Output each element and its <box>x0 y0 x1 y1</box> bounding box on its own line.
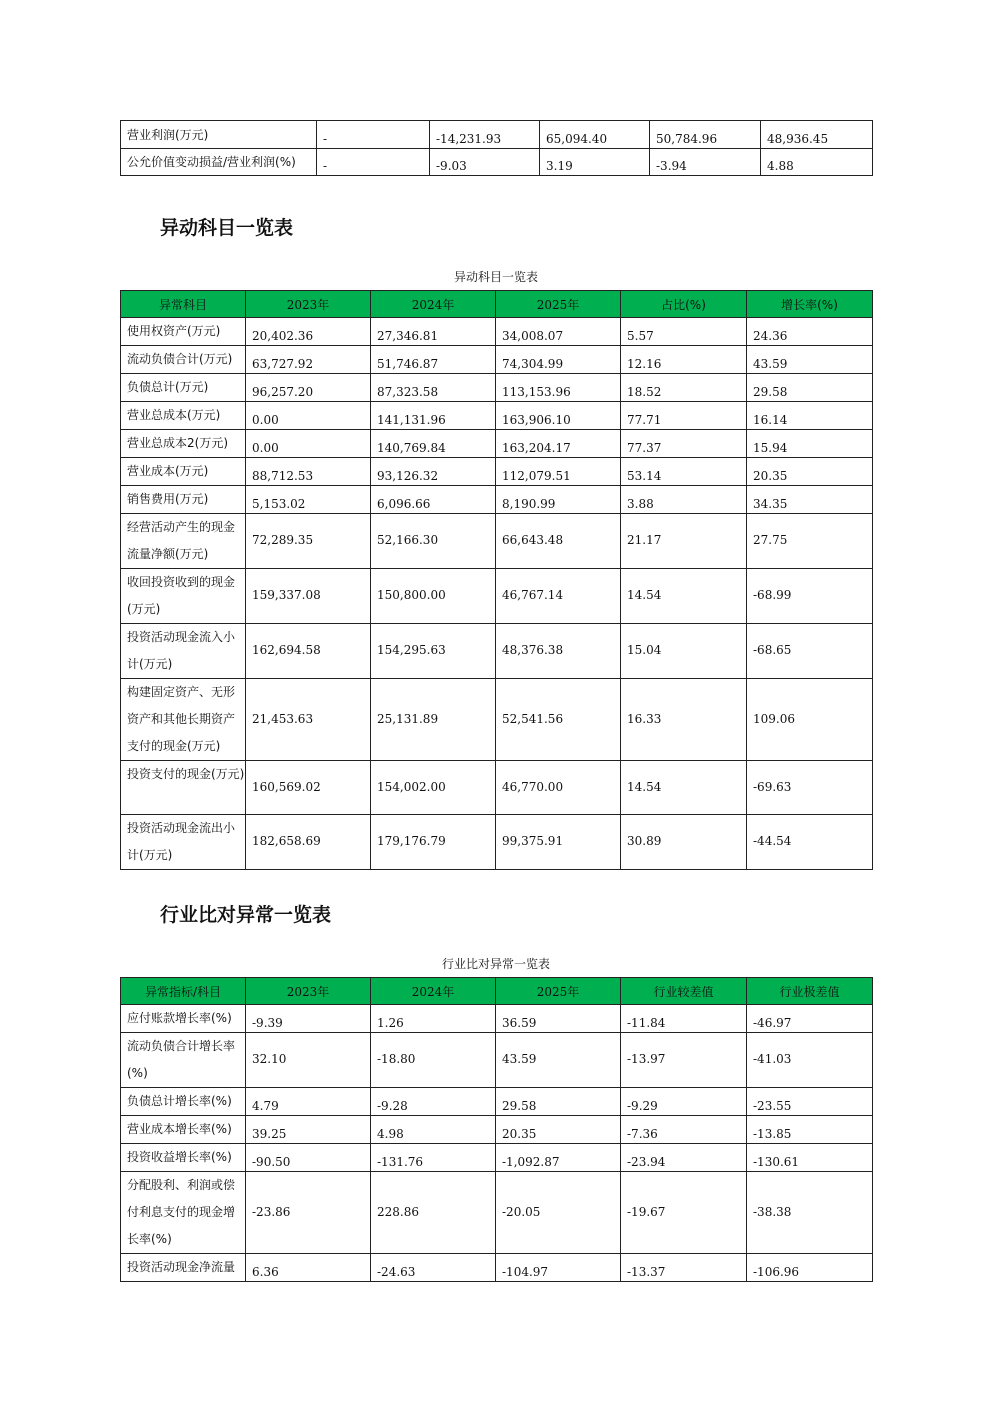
table-row <box>121 486 873 514</box>
cell: 43.59 <box>496 1033 621 1088</box>
cell: 15.04 <box>621 624 747 679</box>
cell: 52,541.56 <box>496 679 621 761</box>
row-label: 营业利润(万元) <box>121 121 317 149</box>
column-header: 行业极差值 <box>747 978 873 1005</box>
cell: 3.19 <box>540 149 650 176</box>
top-partial-table <box>120 120 873 176</box>
cell: 88,712.53 <box>246 458 371 486</box>
row-label: 营业成本增长率(%) <box>121 1116 246 1144</box>
cell: -13.85 <box>747 1116 873 1144</box>
header-row <box>121 291 873 318</box>
cell: -18.80 <box>371 1033 496 1088</box>
row-label: 投资活动现金流出小计(万元) <box>121 815 246 870</box>
cell: 77.71 <box>621 402 747 430</box>
cell: -3.94 <box>650 149 761 176</box>
industry-comparison-table <box>120 977 873 1282</box>
cell: 113,153.96 <box>496 374 621 402</box>
table-row <box>121 1033 873 1088</box>
cell: 16.14 <box>747 402 873 430</box>
table-row <box>121 121 873 149</box>
cell: 14.54 <box>621 761 747 815</box>
row-label: 投资收益增长率(%) <box>121 1144 246 1172</box>
table-row <box>121 1088 873 1116</box>
cell: -106.96 <box>747 1254 873 1282</box>
table-row <box>121 1254 873 1282</box>
table-row <box>121 402 873 430</box>
cell: -38.38 <box>747 1172 873 1254</box>
cell: 15.94 <box>747 430 873 458</box>
cell: 3.88 <box>621 486 747 514</box>
cell: 93,126.32 <box>371 458 496 486</box>
cell: 34.35 <box>747 486 873 514</box>
table-row <box>121 430 873 458</box>
cell: 21,453.63 <box>246 679 371 761</box>
cell: -41.03 <box>747 1033 873 1088</box>
cell: 4.88 <box>761 149 873 176</box>
cell: 160,569.02 <box>246 761 371 815</box>
row-label: 投资活动现金净流量 <box>121 1254 246 1282</box>
cell: 112,079.51 <box>496 458 621 486</box>
cell: 99,375.91 <box>496 815 621 870</box>
table-row <box>121 346 873 374</box>
cell: 0.00 <box>246 402 371 430</box>
cell: -13.97 <box>621 1033 747 1088</box>
cell: -46.97 <box>747 1005 873 1033</box>
cell: 228.86 <box>371 1172 496 1254</box>
cell: 65,094.40 <box>540 121 650 149</box>
table-row <box>121 514 873 569</box>
row-label: 构建固定资产、无形资产和其他长期资产支付的现金(万元) <box>121 679 246 761</box>
row-label: 营业总成本(万元) <box>121 402 246 430</box>
cell: 66,643.48 <box>496 514 621 569</box>
column-header: 异常指标/科目 <box>121 978 246 1005</box>
cell: 51,746.87 <box>371 346 496 374</box>
column-header: 2025年 <box>496 291 621 318</box>
cell: 163,204.17 <box>496 430 621 458</box>
table-row <box>121 1172 873 1254</box>
cell: - <box>317 149 430 176</box>
cell: -1,092.87 <box>496 1144 621 1172</box>
column-header: 2024年 <box>371 291 496 318</box>
cell: 74,304.99 <box>496 346 621 374</box>
cell: 6.36 <box>246 1254 371 1282</box>
cell: -68.99 <box>747 569 873 624</box>
cell: -130.61 <box>747 1144 873 1172</box>
table-row <box>121 815 873 870</box>
row-label: 负债总计增长率(%) <box>121 1088 246 1116</box>
cell: 77.37 <box>621 430 747 458</box>
cell: 27.75 <box>747 514 873 569</box>
cell: 141,131.96 <box>371 402 496 430</box>
cell: 179,176.79 <box>371 815 496 870</box>
cell: -9.03 <box>430 149 540 176</box>
row-label: 投资支付的现金(万元) <box>121 761 246 815</box>
cell: 48,376.38 <box>496 624 621 679</box>
cell: 24.36 <box>747 318 873 346</box>
cell: -90.50 <box>246 1144 371 1172</box>
row-label: 使用权资产(万元) <box>121 318 246 346</box>
cell: 20.35 <box>747 458 873 486</box>
cell: -23.55 <box>747 1088 873 1116</box>
cell: 72,289.35 <box>246 514 371 569</box>
table-row <box>121 679 873 761</box>
cell: 43.59 <box>747 346 873 374</box>
cell: 12.16 <box>621 346 747 374</box>
cell: 87,323.58 <box>371 374 496 402</box>
cell: 16.33 <box>621 679 747 761</box>
cell: 53.14 <box>621 458 747 486</box>
table-row <box>121 624 873 679</box>
table-row <box>121 1005 873 1033</box>
cell: 154,295.63 <box>371 624 496 679</box>
cell: 162,694.58 <box>246 624 371 679</box>
column-header: 2025年 <box>496 978 621 1005</box>
section-heading-industry-comparison: 行业比对异常一览表 <box>160 904 332 926</box>
cell: 63,727.92 <box>246 346 371 374</box>
table-row <box>121 1116 873 1144</box>
cell: 29.58 <box>496 1088 621 1116</box>
cell: 182,658.69 <box>246 815 371 870</box>
table-row <box>121 149 873 176</box>
cell: -11.84 <box>621 1005 747 1033</box>
row-label: 分配股利、利润或偿付利息支付的现金增长率(%) <box>121 1172 246 1254</box>
cell: 18.52 <box>621 374 747 402</box>
table-row <box>121 318 873 346</box>
cell: 20.35 <box>496 1116 621 1144</box>
column-header: 增长率(%) <box>747 291 873 318</box>
cell: 5,153.02 <box>246 486 371 514</box>
cell: 46,770.00 <box>496 761 621 815</box>
table-caption: 行业比对异常一览表 <box>441 957 550 971</box>
column-header: 行业较差值 <box>621 978 747 1005</box>
cell: -68.65 <box>747 624 873 679</box>
row-label: 投资活动现金流入小计(万元) <box>121 624 246 679</box>
cell: -23.86 <box>246 1172 371 1254</box>
cell: -44.54 <box>747 815 873 870</box>
cell: -9.29 <box>621 1088 747 1116</box>
cell: 159,337.08 <box>246 569 371 624</box>
cell: 1.26 <box>371 1005 496 1033</box>
section-heading-anomaly-items: 异动科目一览表 <box>160 217 294 239</box>
table-row <box>121 374 873 402</box>
cell: 36.59 <box>496 1005 621 1033</box>
cell: - <box>317 121 430 149</box>
cell: 39.25 <box>246 1116 371 1144</box>
cell: 50,784.96 <box>650 121 761 149</box>
row-label: 销售费用(万元) <box>121 486 246 514</box>
cell: -20.05 <box>496 1172 621 1254</box>
cell: 25,131.89 <box>371 679 496 761</box>
column-header: 异常科目 <box>121 291 246 318</box>
cell: 20,402.36 <box>246 318 371 346</box>
cell: 5.57 <box>621 318 747 346</box>
cell: 29.58 <box>747 374 873 402</box>
cell: 140,769.84 <box>371 430 496 458</box>
cell: -19.67 <box>621 1172 747 1254</box>
column-header: 2023年 <box>246 291 371 318</box>
row-label: 应付账款增长率(%) <box>121 1005 246 1033</box>
cell: -104.97 <box>496 1254 621 1282</box>
cell: 30.89 <box>621 815 747 870</box>
cell: 163,906.10 <box>496 402 621 430</box>
cell: -7.36 <box>621 1116 747 1144</box>
cell: -9.39 <box>246 1005 371 1033</box>
cell: -131.76 <box>371 1144 496 1172</box>
anomaly-items-table <box>120 290 873 870</box>
table-caption: 异动科目一览表 <box>453 270 538 284</box>
cell: 4.79 <box>246 1088 371 1116</box>
cell: -69.63 <box>747 761 873 815</box>
row-label: 流动负债合计(万元) <box>121 346 246 374</box>
table-row <box>121 761 873 815</box>
row-label: 营业总成本2(万元) <box>121 430 246 458</box>
row-label: 负债总计(万元) <box>121 374 246 402</box>
cell: -23.94 <box>621 1144 747 1172</box>
row-label: 营业成本(万元) <box>121 458 246 486</box>
cell: 21.17 <box>621 514 747 569</box>
table-row <box>121 569 873 624</box>
cell: 48,936.45 <box>761 121 873 149</box>
cell: 150,800.00 <box>371 569 496 624</box>
cell: 154,002.00 <box>371 761 496 815</box>
cell: 4.98 <box>371 1116 496 1144</box>
cell: 0.00 <box>246 430 371 458</box>
cell: 34,008.07 <box>496 318 621 346</box>
cell: 109.06 <box>747 679 873 761</box>
row-label: 经营活动产生的现金流量净额(万元) <box>121 514 246 569</box>
cell: 96,257.20 <box>246 374 371 402</box>
header-row <box>121 978 873 1005</box>
cell: 14.54 <box>621 569 747 624</box>
column-header: 2024年 <box>371 978 496 1005</box>
cell: 32.10 <box>246 1033 371 1088</box>
cell: 46,767.14 <box>496 569 621 624</box>
row-label: 流动负债合计增长率(%) <box>121 1033 246 1088</box>
cell: 52,166.30 <box>371 514 496 569</box>
row-label: 收回投资收到的现金(万元) <box>121 569 246 624</box>
cell: -14,231.93 <box>430 121 540 149</box>
cell: 8,190.99 <box>496 486 621 514</box>
cell: -24.63 <box>371 1254 496 1282</box>
cell: 27,346.81 <box>371 318 496 346</box>
table-row <box>121 458 873 486</box>
column-header: 占比(%) <box>621 291 747 318</box>
cell: -13.37 <box>621 1254 747 1282</box>
cell: 6,096.66 <box>371 486 496 514</box>
cell: -9.28 <box>371 1088 496 1116</box>
table-row <box>121 1144 873 1172</box>
column-header: 2023年 <box>246 978 371 1005</box>
row-label: 公允价值变动损益/营业利润(%) <box>121 149 317 176</box>
